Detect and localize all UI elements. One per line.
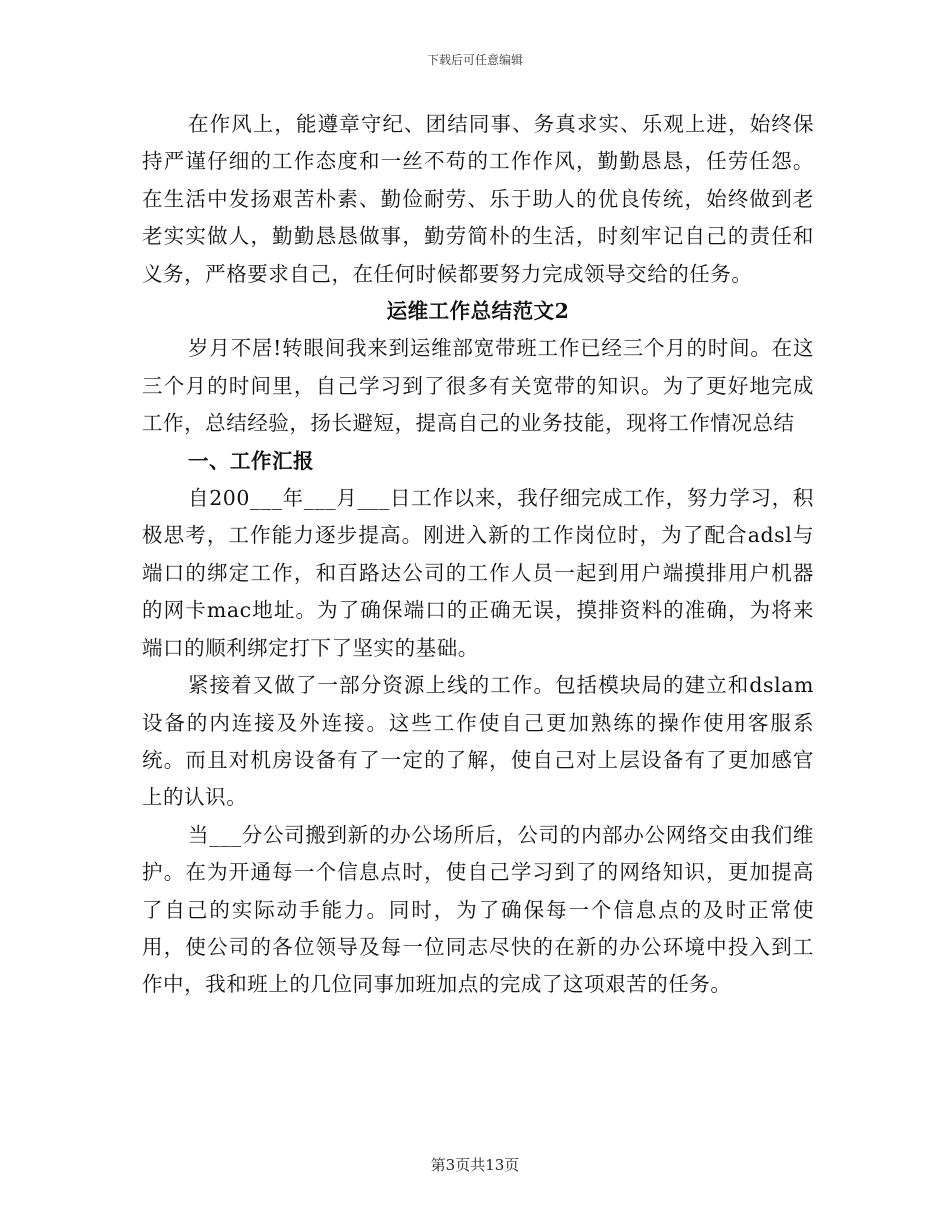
paragraph-work-3: 当___分公司搬到新的办公场所后，公司的内部办公网络交由我们维护。在为开通每一个信息点时，使自己学习到了的网络知识，更加提高了自己的实际动手能力。同时，为了确保每一个信息点的及时正常使用，使公司的各位领导及每一位同志尽快的在新的办公环境中投入到工作中，我和班上的几位同事加班加点的完成了这项艰苦的任务。 [142, 822, 814, 997]
paragraph-work-1: 自200___年___月___日工作以来，我仔细完成工作，努力学习，积极思考，工作能力逐步提高。刚进入新的工作岗位时，为了配合adsl与端口的绑定工作，和百路达公司的工作人员一起到用户端摸排用户机器的网卡mac地址。为了确保端口的正确无误，摸排资料的准确，为将来端口的顺利绑定打下了坚实的基础。 [142, 486, 814, 660]
document-body [142, 106, 814, 1004]
page-number: 第3页共13页 [430, 1156, 520, 1174]
section-title: 运维工作总结范文2 [386, 299, 570, 324]
section-heading-work-report: 一、工作汇报 [188, 448, 314, 473]
paragraph-intro-tail: 在作风上，能遵章守纪、团结同事、务真求实、乐观上进，始终保持严谨仔细的工作态度和一丝不苟的工作作风，勤勤恳恳，任劳任怨。在生活中发扬艰苦朴素、勤俭耐劳、乐于助人的优良传统，始终做到老老实实做人，勤勤恳恳做事，勤劳简朴的生活，时刻牢记自己的责任和义务，严格要求自己，在任何时候都要努力完成领导交给的任务。 [142, 112, 814, 286]
paragraph-work-2: 紧接着又做了一部分资源上线的工作。包括模块局的建立和dslam设备的内连接及外连接。这些工作使自己更加熟练的操作使用客服系统。而且对机房设备有了一定的了解，使自己对上层设备有了更加感官上的认识。 [142, 673, 814, 810]
page-header-note: 下载后可任意编辑 [426, 53, 523, 67]
paragraph-opening: 岁月不居!转眼间我来到运维部宽带班工作已经三个月的时间。在这三个月的时间里，自己学习到了很多有关宽带的知识。为了更好地完成工作，总结经验，扬长避短，提高自己的业务技能，现将工作情况总结 [142, 336, 814, 436]
